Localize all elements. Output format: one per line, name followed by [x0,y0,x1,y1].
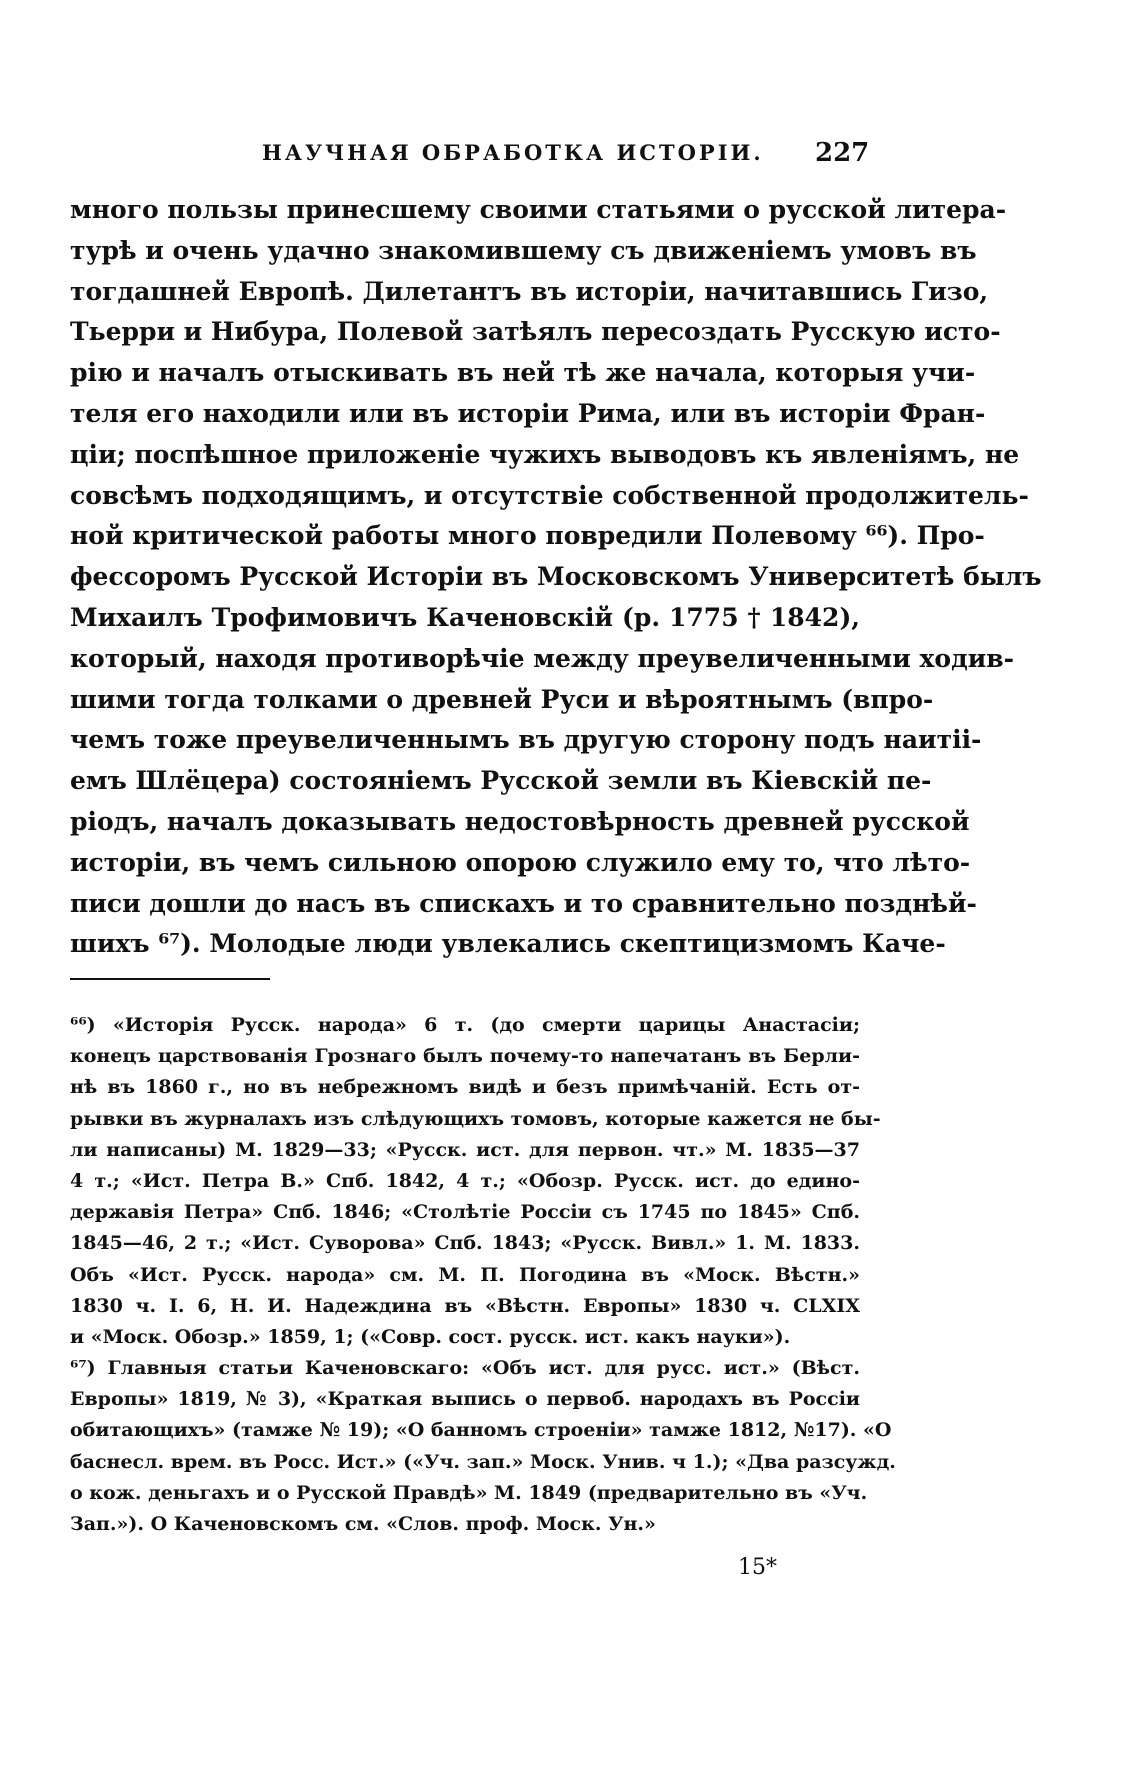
signature-mark: 15* [738,1555,777,1580]
footnote-line: о кож. деньгахъ и о Русской Правдѣ» М. 1849 (предварительно въ «Уч. [70,1481,868,1504]
footnote-separator [70,978,270,980]
footnote-line: 1845—46, 2 т.; «Ист. Суворова» Спб. 1843; «Русск. Вивл.» 1. М. 1833. [70,1232,860,1255]
text-line: совсѣмъ подходящимъ, и отсутствіе собственной продолжитель- [70,480,1029,510]
footnote-line: 1830 ч. I. 6, Н. И. Надеждина въ «Вѣстн. Европы» 1830 ч. CLXIX [70,1294,860,1317]
footnote-line: ⁶⁶) «Исторія Русск. народа» 6 т. (до смерти царицы Анастасіи; [70,1014,860,1036]
text-line: шими тогда толками о древней Руси и вѣроятнымъ (впро- [70,684,934,714]
text-line: ріодъ, началъ доказывать недостовѣрность древней русской [70,806,970,836]
footnote-line: нѣ въ 1860 г., но въ небрежномъ видѣ и безъ примѣчаній. Есть от- [70,1076,860,1099]
text-line: турѣ и очень удачно знакомившему съ движеніемъ умовъ въ [70,235,977,265]
footnote-line: обитающихъ» (тамже № 19); «О банномъ строеніи» тамже 1812, №17). «О [70,1419,892,1442]
footnote-line: баснесл. врем. въ Росс. Ист.» («Уч. зап.» Моск. Унив. ч 1.); «Два разсужд. [70,1450,896,1473]
footnote-line: ⁶⁷) Главныя статьи Каченовскаго: «Объ ист. для русс. ист.» (Вѣст. [70,1357,860,1380]
text-line: Тьерри и Нибура, Полевой затѣялъ пересоздать Русскую исто- [70,317,1001,347]
footnote-line: Объ «Ист. Русск. народа» см. М. П. Погодина въ «Моск. Вѣстн.» [70,1263,860,1286]
text-line: ціи; поспѣшное приложеніе чужихъ выводовъ къ явленіямъ, не [70,439,1020,469]
text-line: фессоромъ Русской Исторіи въ Московскомъ Университетѣ былъ [70,562,1042,592]
text-line: теля его находили или въ исторіи Рима, или въ исторіи Фран- [70,398,986,428]
text-line: емъ Шлёцера) состояніемъ Русской земли въ Кіевскій пе- [70,766,932,796]
text-line: который, находя противорѣчіе между преувеличенными ходив- [70,643,1015,673]
main-text [70,190,1042,965]
footnote-line: рывки въ журналахъ изъ слѣдующихъ томовъ, которые кажется не бы- [70,1107,881,1130]
running-title: НАУЧНАЯ ОБРАБОТКА ИСТОРІИ. [262,140,764,165]
text-line: исторіи, въ чемъ сильною опорою служило ему то, что лѣто- [70,847,971,877]
text-line: рію и началъ отыскивать въ ней тѣ же начала, которыя учи- [70,358,976,388]
text-line: Михаилъ Трофимовичъ Каченовскій (р. 1775 † 1842), [70,602,860,632]
footnote-line: ли написаны) М. 1829—33; «Русск. ист. для первон. чт.» М. 1835—37 [70,1138,860,1161]
text-line: писи дошли до насъ въ спискахъ и то сравнительно позднѣй- [70,888,977,918]
text-line: шихъ ⁶⁷). Молодые люди увлекались скептицизмомъ Каче- [70,929,946,959]
page-number: 227 [815,138,870,168]
text-line: чемъ тоже преувеличеннымъ въ другую сторону подъ наитіі- [70,725,982,755]
text-line: тогдашней Европѣ. Дилетантъ въ исторіи, начитавшись Гизо, [70,276,989,306]
footnote-line: Европы» 1819, № 3), «Краткая выпись о первоб. народахъ въ Россіи [70,1388,860,1411]
footnote-line: 4 т.; «Ист. Петра В.» Спб. 1842, 4 т.; «Обозр. Русск. ист. до едино- [70,1169,860,1192]
footnotes [70,1010,896,1540]
footnote-line: державія Петра» Спб. 1846; «Столѣтіе Россіи съ 1745 по 1845» Спб. [70,1201,860,1224]
text-line: ной критической работы много повредили Полевому ⁶⁶). Про- [70,521,985,551]
footnote-line: Зап.»). О Каченовскомъ см. «Слов. проф. Моск. Ун.» [70,1513,656,1535]
footnote-line: конецъ царствованія Грознаго былъ почему-то напечатанъ въ Берли- [70,1045,860,1068]
footnote-line: и «Моск. Обозр.» 1859, 1; («Совр. сост. русск. ист. какъ науки»). [70,1325,791,1348]
text-line: много пользы принесшему своими статьями о русской литера- [70,195,1007,224]
